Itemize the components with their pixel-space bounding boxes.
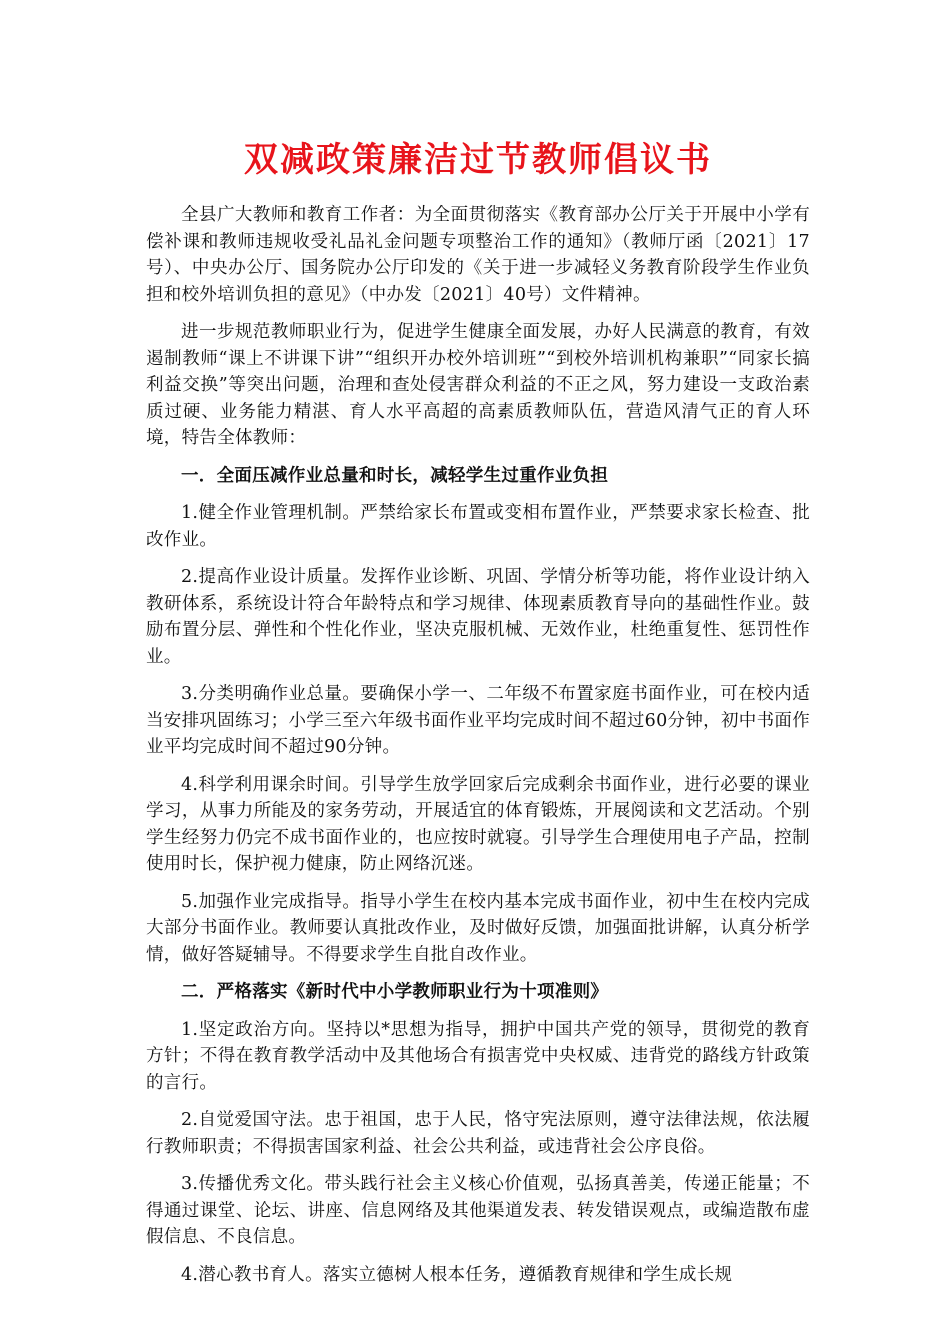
list-item: 2.自觉爱国守法。忠于祖国，忠于人民，恪守宪法原则，遵守法律法规，依法履行教师职责；不得损害国家利益、社会公共利益，或违背社会公序良俗。	[146, 1110, 810, 1157]
list-item: 2.提高作业设计质量。发挥作业诊断、巩固、学情分析等功能，将作业设计纳入教研体系，系统设计符合年龄特点和学习规律、体现素质教育导向的基础性作业。鼓励布置分层、弹性和个性化作业，坚决克服机械、无效作业，杜绝重复性、惩罚性作业。	[146, 567, 810, 667]
section-heading: 二．严格落实《新时代中小学教师职业行为十项准则》	[181, 982, 609, 1002]
list-item: 3.传播优秀文化。带头践行社会主义核心价值观，弘扬真善美，传递正能量；不得通过课堂、论坛、讲座、信息网络及其他渠道发表、转发错误观点，或编造散布虚假信息、不良信息。	[146, 1174, 810, 1247]
list-item: 3.分类明确作业总量。要确保小学一、二年级不布置家庭书面作业，可在校内适当安排巩固练习；小学三至六年级书面作业平均完成时间不超过60分钟，初中书面作业平均完成时间不超过90分钟。	[146, 684, 810, 757]
list-item: 1.健全作业管理机制。严禁给家长布置或变相布置作业，严禁要求家长检查、批改作业。	[146, 503, 810, 550]
list-item: 4.科学利用课余时间。引导学生放学回家后完成剩余书面作业，进行必要的课业学习，从事力所能及的家务劳动，开展适宜的体育锻炼，开展阅读和文艺活动。个别学生经努力仍完不成书面作业的，也应按时就寝。引导学生合理使用电子产品，控制使用时长，保护视力健康，防止网络沉迷。	[146, 774, 810, 874]
list-item: 4.潜心教书育人。落实立德树人根本任务，遵循教育规律和学生成长规	[181, 1264, 733, 1285]
list-item: 5.加强作业完成指导。指导小学生在校内基本完成书面作业，初中生在校内完成大部分书面作业。教师要认真批改作业，及时做好反馈，加强面批讲解，认真分析学情，做好答疑辅导。不得要求学生自批自改作业。	[146, 891, 810, 965]
document-title: 双减政策廉洁过节教师倡议书	[244, 140, 712, 180]
section-heading: 一．全面压减作业总量和时长，减轻学生过重作业负担	[181, 465, 609, 486]
intro-paragraph: 全县广大教师和教育工作者：为全面贯彻落实《教育部办公厅关于开展中小学有偿补课和教师违规收受礼品礼金问题专项整治工作的通知》（教师厅函〔2021〕17号）、中央办公厅、国务院办公厅印发的《关于进一步减轻义务教育阶段学生作业负担和校外培训负担的意见》（中办发〔2021〕40号）文件精神。	[146, 205, 810, 305]
list-item: 1.坚定政治方向。坚持以*思想为指导，拥护中国共产党的领导，贯彻党的教育方针；不得在教育教学活动中及其他场合有损害党中央权威、违背党的路线方针政策的言行。	[146, 1019, 810, 1093]
document-page	[146, 128, 810, 1299]
intro-paragraph: 进一步规范教师职业行为，促进学生健康全面发展，办好人民满意的教育，有效遏制教师“课上不讲课下讲”“组织开办校外培训班”“到校外培训机构兼职”“同家长搞利益交换”等突出问题，治理和查处侵害群众利益的不正之风，努力建设一支政治素质过硬、业务能力精湛、育人水平高超的高素质教师队伍，营造风清气正的育人环境，特告全体教师：	[146, 322, 810, 448]
